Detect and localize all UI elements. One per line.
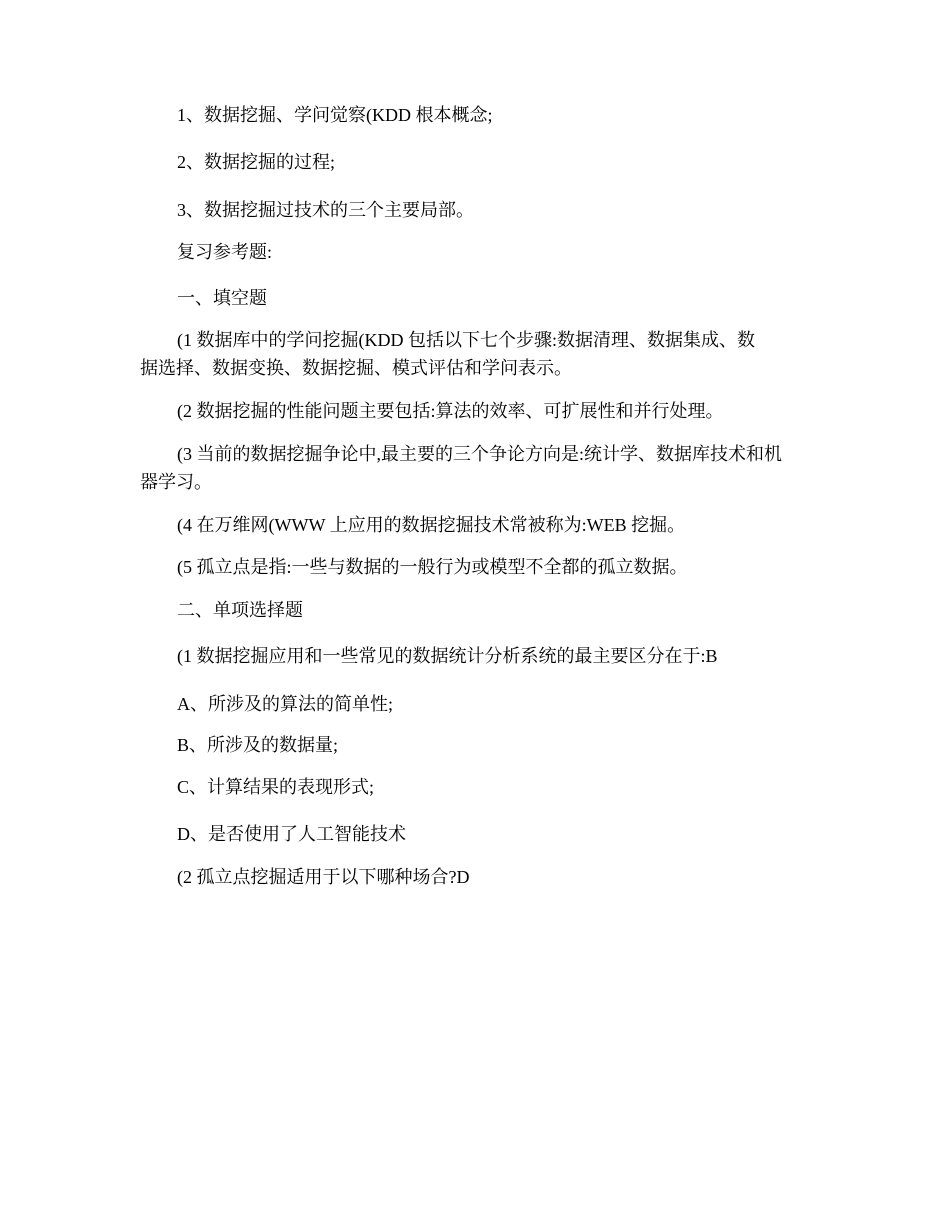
fill-question-3-line-2: 器学习。 [140,472,212,492]
choice-option-a: A、所涉及的算法的简单性; [177,694,393,714]
review-heading: 复习参考题: [177,242,273,262]
fill-question-1-line-1: (1 数据库中的学问挖掘(KDD 包括以下七个步骤:数据清理、数据集成、数 [177,330,755,350]
choice-option-b: B、所涉及的数据量; [177,735,339,755]
choice-option-d: D、是否使用了人工智能技术 [177,824,406,844]
choice-option-c: C、计算结果的表现形式; [177,777,375,797]
intro-item-3: 3、数据挖掘过技术的三个主要局部。 [177,200,474,220]
fill-question-1-line-2: 据选择、数据变换、数据挖掘、模式评估和学问表示。 [140,358,572,378]
choice-question-1: (1 数据挖掘应用和一些常见的数据统计分析系统的最主要区分在于:B [177,646,718,666]
intro-item-2: 2、数据挖掘的过程; [177,152,336,172]
fill-question-5: (5 孤立点是指:一些与数据的一般行为或模型不全都的孤立数据。 [177,557,688,577]
fill-question-4: (4 在万维网(WWW 上应用的数据挖掘技术常被称为:WEB 挖掘。 [177,515,686,535]
section-title-single-choice: 二、单项选择题 [177,600,303,620]
choice-question-2: (2 孤立点挖掘适用于以下哪种场合?D [177,867,470,887]
section-title-fill-in: 一、填空题 [177,288,267,308]
intro-item-1: 1、数据挖掘、学问觉察(KDD 根本概念; [177,105,493,125]
fill-question-2: (2 数据挖掘的性能问题主要包括:算法的效率、可扩展性和并行处理。 [177,401,724,421]
fill-question-3-line-1: (3 当前的数据挖掘争论中,最主要的三个争论方向是:统计学、数据库技术和机 [177,444,782,464]
